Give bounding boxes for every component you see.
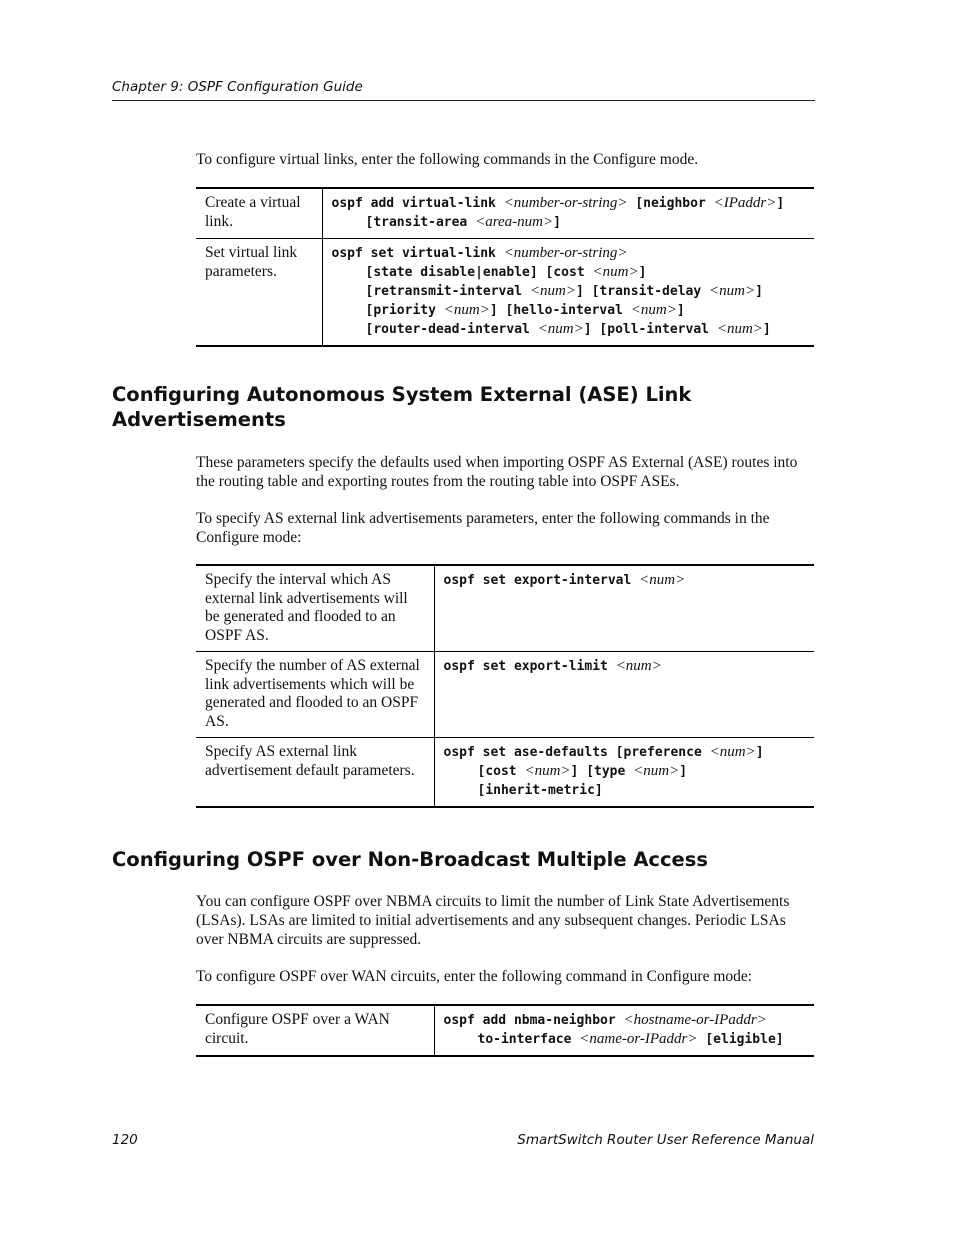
command-row — [196, 738, 814, 808]
syntax-keyword: ] — [676, 303, 685, 318]
syntax-argument: <num> — [630, 302, 677, 318]
syntax-argument: <num> — [639, 572, 686, 588]
syntax-keyword: [neighbor — [627, 196, 714, 211]
syntax-keyword: ospf set export-limit — [443, 659, 616, 674]
syntax-keyword: [cost — [477, 764, 525, 779]
syntax-argument: <num> — [709, 744, 756, 760]
syntax-line — [332, 194, 807, 213]
syntax-line — [444, 571, 807, 590]
nbma-instruction-paragraph: To configure OSPF over WAN circuits, enter the following command in Configure mode: — [196, 968, 753, 985]
syntax-line — [444, 1030, 807, 1049]
syntax-argument: <num> — [529, 283, 576, 299]
command-row — [196, 239, 814, 347]
syntax-line — [332, 263, 807, 282]
command-row — [196, 1005, 814, 1056]
syntax-argument: <IPaddr> — [713, 195, 777, 211]
nbma-command-table — [196, 1004, 814, 1057]
command-description: Specify the number of AS external link advertisements which will be generated and flooded to an OSPF AS. — [196, 652, 434, 738]
syntax-keyword: ] — [679, 764, 688, 779]
syntax-line — [444, 1011, 807, 1030]
syntax-keyword: ] — [553, 215, 561, 230]
syntax-keyword: ] — [638, 265, 647, 280]
syntax-argument: <num> — [709, 283, 756, 299]
syntax-line — [444, 781, 807, 800]
syntax-argument: <name-or-IPaddr> — [579, 1031, 698, 1047]
ase-instruction-paragraph: To specify AS external link advertisements parameters, enter the following commands in the Configure mode: — [196, 510, 770, 546]
command-syntax — [434, 652, 814, 738]
command-syntax — [322, 188, 814, 239]
syntax-keyword: [eligible] — [697, 1032, 784, 1047]
syntax-keyword: [transit-area — [365, 215, 476, 230]
syntax-keyword: ] [type — [570, 764, 634, 779]
syntax-keyword: ospf add nbma-neighbor — [443, 1013, 624, 1028]
syntax-argument: <num> — [615, 658, 662, 674]
syntax-line — [332, 244, 807, 263]
syntax-keyword: to-interface — [477, 1032, 580, 1047]
command-syntax — [434, 738, 814, 808]
nbma-description-paragraph: You can configure OSPF over NBMA circuits to limit the number of Link State Advertisements (LSAs). LSAs are limited to initial advertisements and any subsequent changes. Periodic LSAs over NBMA circuits are suppressed. — [196, 893, 790, 948]
command-syntax — [434, 1005, 814, 1056]
page-number: 120 — [112, 1132, 138, 1148]
syntax-keyword: ospf set ase-defaults [preference — [443, 745, 710, 760]
syntax-keyword: ] [poll-interval — [583, 322, 717, 337]
syntax-line — [332, 282, 807, 301]
syntax-argument: <num> — [443, 302, 490, 318]
ase-description-paragraph: These parameters specify the defaults used when importing OSPF AS External (ASE) routes into the routing table and exporting routes from the routing table into OSPF ASEs. — [196, 454, 798, 490]
syntax-keyword: ] — [762, 322, 771, 337]
syntax-line — [332, 320, 807, 339]
section-heading-nbma: Configuring OSPF over Non-Broadcast Multiple Access — [112, 848, 708, 871]
syntax-keyword: [retransmit-interval — [365, 284, 530, 299]
syntax-line — [332, 213, 807, 232]
syntax-keyword: ospf set export-interval — [443, 573, 640, 588]
syntax-keyword: [priority — [365, 303, 444, 318]
virtual-links-intro: To configure virtual links, enter the following commands in the Configure mode. — [196, 151, 699, 168]
syntax-argument: <num> — [537, 321, 584, 337]
syntax-line — [444, 657, 807, 676]
command-syntax — [322, 239, 814, 347]
syntax-keyword: ospf add virtual-link — [331, 196, 504, 211]
command-syntax — [434, 565, 814, 652]
syntax-argument: <num> — [633, 763, 680, 779]
ase-command-table — [196, 564, 814, 808]
syntax-keyword: ] — [755, 284, 763, 299]
command-row — [196, 188, 814, 239]
header-divider — [112, 100, 815, 101]
syntax-keyword: ] — [755, 745, 764, 760]
manual-title: SmartSwitch Router User Reference Manual — [517, 1132, 814, 1148]
command-description: Set virtual link parameters. — [196, 239, 322, 347]
syntax-line — [444, 743, 807, 762]
syntax-line — [332, 301, 807, 320]
syntax-argument: <number-or-string> — [503, 195, 628, 211]
syntax-argument: <num> — [716, 321, 763, 337]
command-row — [196, 565, 814, 652]
syntax-argument: <num> — [592, 264, 639, 280]
syntax-keyword: ospf set virtual-link — [331, 246, 504, 261]
syntax-argument: <number-or-string> — [503, 245, 628, 261]
virtual-link-command-table — [196, 187, 814, 347]
command-description: Specify the interval which AS external link advertisements will be generated and flooded to an OSPF AS. — [196, 565, 434, 652]
syntax-keyword: ] [hello-interval — [489, 303, 631, 318]
syntax-keyword: ] — [776, 196, 785, 211]
command-description: Create a virtual link. — [196, 188, 322, 239]
syntax-argument: <num> — [524, 763, 571, 779]
command-description: Specify AS external link advertisement default parameters. — [196, 738, 434, 808]
syntax-keyword: [inherit-metric] — [477, 783, 603, 798]
syntax-keyword: [state disable|enable] [cost — [365, 265, 593, 280]
command-row — [196, 652, 814, 738]
running-header: Chapter 9: OSPF Configuration Guide — [112, 79, 363, 95]
syntax-argument: <hostname-or-IPaddr> — [623, 1012, 767, 1028]
syntax-line — [444, 762, 807, 781]
section-heading-ase: Configuring Autonomous System External (ASE) Link Advertisements — [112, 383, 692, 431]
syntax-keyword: [router-dead-interval — [365, 322, 538, 337]
syntax-argument: <area-num> — [475, 214, 554, 230]
syntax-keyword: ] [transit-delay — [575, 284, 710, 299]
command-description: Configure OSPF over a WAN circuit. — [196, 1005, 434, 1056]
